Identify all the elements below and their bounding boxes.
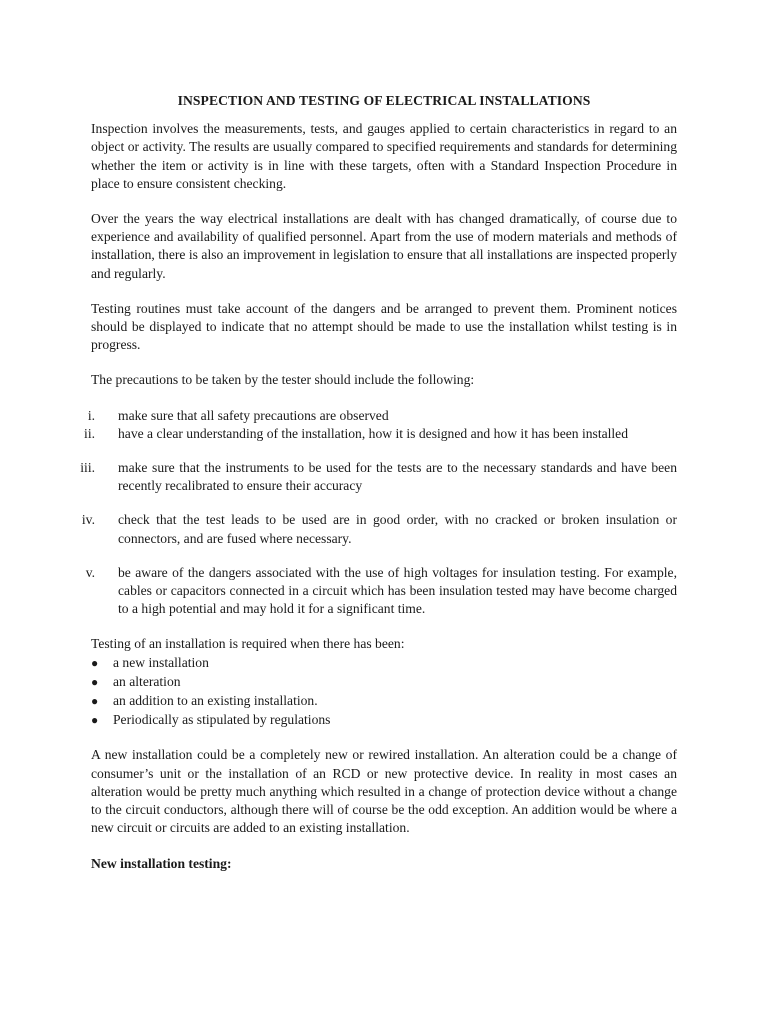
list-item-text: check that the test leads to be used are in good order, with no cracked or broken insulation or connectors, and are fused where necessary. [118, 512, 677, 546]
list-item-number: v. [85, 564, 95, 580]
list-item-text: be aware of the dangers associated with the use of high voltages for insulation testing. For example, cables or capacitors connected in a circuit which has been insulation tested may have become charged to a high potential and may hold it for a significant time. [118, 564, 677, 617]
subheading-new-installation-testing: New installation testing: [91, 855, 232, 871]
paragraph-precautions-intro: The precautions to be taken by the tester should include the following: [91, 372, 475, 388]
paragraph-history: Over the years the way electrical installations are dealt with has changed dramatically, of course due to experience and availability of qualified personnel. Apart from the use of modern materials and methods of installation, there is also an improvement in legislation to ensure that all installations are inspected properly and regularly. [91, 211, 677, 281]
bullet-icon: ● [91, 713, 99, 728]
list-item [85, 564, 677, 619]
list-item-number: iv. [81, 512, 95, 528]
list-item [91, 692, 677, 710]
testing-reasons-list [91, 654, 677, 730]
document-title: INSPECTION AND TESTING OF ELECTRICAL INSTALLATIONS [177, 93, 591, 108]
document-page [80, 92, 677, 873]
paragraph-new-installation: A new installation could be a completely new or rewired installation. An alteration could be a change of consumer’s unit or the installation of an RCD or new protective device. In reality in most cases an alteration would be pretty much anything which resulted in a change of protection device without a change to the circuit conductors, although there will of course be the odd exception. An addition would be where a new circuit or circuits are added to an existing installation. [91, 747, 677, 836]
bullet-icon: ● [91, 655, 99, 670]
list-item [80, 459, 677, 495]
paragraph-inspection: Inspection involves the measurements, tests, and gauges applied to certain characteristics in regard to an object or activity. The results are usually compared to specified requirements and standards for determining whether the item or activity is in line with these targets, often with a Standard Inspection Procedure in place to ensure consistent checking. [91, 121, 677, 191]
list-item [81, 511, 677, 547]
list-item [87, 407, 677, 425]
list-item-text: an addition to an existing installation. [113, 693, 318, 709]
list-item [91, 673, 677, 691]
list-item-text: Periodically as stipulated by regulations [113, 712, 331, 728]
bullet-icon: ● [91, 694, 99, 709]
list-item-text: a new installation [113, 654, 209, 670]
precautions-list [80, 407, 677, 619]
testing-intro: Testing of an installation is required when there has been: [91, 636, 405, 652]
list-item [91, 654, 677, 672]
bullet-icon: ● [91, 674, 99, 689]
list-item-text: make sure that the instruments to be used for the tests are to the necessary standards and have been recently recalibrated to ensure their accuracy [118, 460, 677, 494]
list-item-number: iii. [80, 460, 95, 476]
list-item [91, 711, 677, 729]
list-item-text: make sure that all safety precautions are observed [118, 407, 389, 423]
list-item-number: i. [87, 407, 95, 423]
list-item [84, 425, 677, 443]
list-item-text: an alteration [113, 673, 181, 689]
list-item-text: have a clear understanding of the installation, how it is designed and how it has been installed [118, 425, 629, 441]
list-item-number: ii. [84, 425, 95, 441]
paragraph-testing-routines: Testing routines must take account of the dangers and be arranged to prevent them. Prominent notices should be displayed to indicate that no attempt should be made to use the installation whilst testing is in progress. [91, 300, 677, 353]
